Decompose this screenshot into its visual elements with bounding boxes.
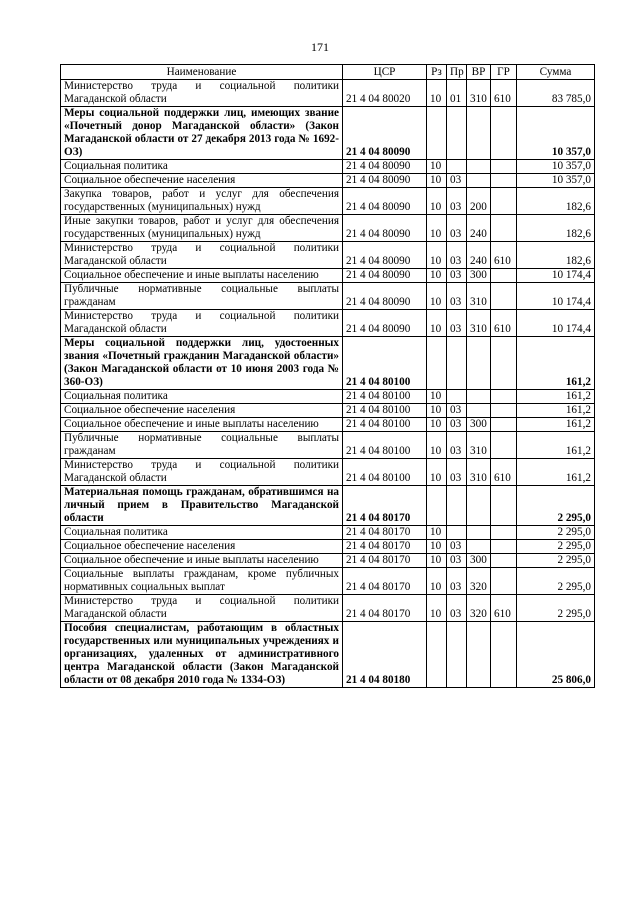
- table-row: [61, 568, 595, 595]
- cell-csr: 21 4 04 80170: [343, 595, 427, 622]
- table-row: [61, 310, 595, 337]
- cell-sum: 161,2: [517, 390, 595, 404]
- header-gr: ГР: [491, 65, 517, 80]
- cell-name: Социальное обеспечение населения: [61, 540, 343, 554]
- cell-csr: 21 4 04 80100: [343, 390, 427, 404]
- cell-gr: 610: [491, 80, 517, 107]
- cell-csr: 21 4 04 80090: [343, 160, 427, 174]
- cell-csr: 21 4 04 80170: [343, 526, 427, 540]
- table-row: [61, 459, 595, 486]
- cell-vr: 300: [467, 418, 491, 432]
- cell-pr: 03: [447, 554, 467, 568]
- page-number: 171: [311, 40, 329, 54]
- cell-gr: 610: [491, 459, 517, 486]
- cell-rz: 10: [427, 283, 447, 310]
- cell-pr: 03: [447, 242, 467, 269]
- cell-pr: [447, 526, 467, 540]
- cell-vr: [467, 526, 491, 540]
- cell-pr: [447, 337, 467, 390]
- cell-pr: 01: [447, 80, 467, 107]
- cell-vr: 320: [467, 568, 491, 595]
- cell-rz: 10: [427, 390, 447, 404]
- table-row: [61, 418, 595, 432]
- cell-gr: [491, 622, 517, 688]
- cell-gr: [491, 554, 517, 568]
- header-name: Наименование: [61, 65, 343, 80]
- cell-name: Социальное обеспечение и иные выплаты населению: [61, 269, 343, 283]
- cell-name: Министерство труда и социальной политики Магаданской области: [61, 595, 343, 622]
- cell-name: Министерство труда и социальной политики Магаданской области: [61, 459, 343, 486]
- cell-rz: 10: [427, 188, 447, 215]
- cell-pr: 03: [447, 215, 467, 242]
- cell-name: Министерство труда и социальной политики Магаданской области: [61, 242, 343, 269]
- cell-sum: 161,2: [517, 418, 595, 432]
- cell-csr: 21 4 04 80020: [343, 80, 427, 107]
- cell-pr: 03: [447, 283, 467, 310]
- cell-pr: 03: [447, 432, 467, 459]
- cell-name: Министерство труда и социальной политики Магаданской области: [61, 310, 343, 337]
- cell-pr: 03: [447, 188, 467, 215]
- cell-csr: 21 4 04 80180: [343, 622, 427, 688]
- cell-gr: [491, 526, 517, 540]
- cell-csr: 21 4 04 80170: [343, 554, 427, 568]
- cell-csr: 21 4 04 80090: [343, 283, 427, 310]
- cell-name: Социальное обеспечение и иные выплаты населению: [61, 418, 343, 432]
- cell-vr: 310: [467, 459, 491, 486]
- table-row: [61, 526, 595, 540]
- cell-sum: 2 295,0: [517, 554, 595, 568]
- table-row: [61, 160, 595, 174]
- cell-rz: 10: [427, 568, 447, 595]
- table-row: [61, 432, 595, 459]
- cell-name: Публичные нормативные социальные выплаты гражданам: [61, 283, 343, 310]
- cell-sum: 10 174,4: [517, 283, 595, 310]
- cell-rz: 10: [427, 526, 447, 540]
- cell-sum: 161,2: [517, 432, 595, 459]
- cell-gr: [491, 486, 517, 526]
- cell-gr: [491, 432, 517, 459]
- cell-name: Пособия специалистам, работающим в областных государственных или муниципальных учреждениях и организациях, удаленных от административного центра Магаданской области (Закон Магаданской области от 08 декабря 2010 года № 1334-ОЗ): [61, 622, 343, 688]
- table-row: [61, 540, 595, 554]
- cell-pr: 03: [447, 174, 467, 188]
- cell-csr: 21 4 04 80170: [343, 486, 427, 526]
- cell-vr: 310: [467, 310, 491, 337]
- cell-csr: 21 4 04 80100: [343, 337, 427, 390]
- cell-gr: [491, 390, 517, 404]
- table-row: [61, 390, 595, 404]
- cell-pr: 03: [447, 269, 467, 283]
- cell-name: Иные закупки товаров, работ и услуг для обеспечения государственных (муниципальных) нужд: [61, 215, 343, 242]
- header-rz: Рз: [427, 65, 447, 80]
- cell-pr: [447, 160, 467, 174]
- cell-rz: 10: [427, 160, 447, 174]
- table-row: [61, 554, 595, 568]
- cell-gr: 610: [491, 595, 517, 622]
- table-row: [61, 269, 595, 283]
- cell-gr: [491, 283, 517, 310]
- table-row: [61, 215, 595, 242]
- cell-rz: 10: [427, 404, 447, 418]
- cell-rz: 10: [427, 595, 447, 622]
- cell-name: Социальное обеспечение населения: [61, 174, 343, 188]
- header-pr: Пр: [447, 65, 467, 80]
- cell-vr: [467, 540, 491, 554]
- cell-sum: 161,2: [517, 337, 595, 390]
- header-sum: Сумма: [517, 65, 595, 80]
- cell-sum: 10 357,0: [517, 160, 595, 174]
- cell-sum: 2 295,0: [517, 526, 595, 540]
- cell-sum: 10 357,0: [517, 107, 595, 160]
- cell-vr: 310: [467, 80, 491, 107]
- cell-sum: 182,6: [517, 215, 595, 242]
- table-header-row: [61, 65, 595, 80]
- cell-rz: [427, 486, 447, 526]
- cell-gr: [491, 269, 517, 283]
- cell-vr: 240: [467, 215, 491, 242]
- cell-gr: [491, 160, 517, 174]
- cell-name: Публичные нормативные социальные выплаты гражданам: [61, 432, 343, 459]
- cell-name: Социальная политика: [61, 160, 343, 174]
- cell-gr: [491, 540, 517, 554]
- cell-sum: 182,6: [517, 188, 595, 215]
- table-row: [61, 486, 595, 526]
- cell-csr: 21 4 04 80090: [343, 188, 427, 215]
- cell-gr: [491, 188, 517, 215]
- cell-pr: 03: [447, 404, 467, 418]
- cell-csr: 21 4 04 80100: [343, 418, 427, 432]
- cell-sum: 161,2: [517, 404, 595, 418]
- table-row: [61, 404, 595, 418]
- cell-sum: 2 295,0: [517, 568, 595, 595]
- cell-vr: [467, 337, 491, 390]
- cell-csr: 21 4 04 80090: [343, 269, 427, 283]
- cell-vr: [467, 404, 491, 418]
- cell-vr: 310: [467, 283, 491, 310]
- cell-gr: 610: [491, 242, 517, 269]
- cell-vr: [467, 390, 491, 404]
- cell-csr: 21 4 04 80100: [343, 404, 427, 418]
- cell-rz: 10: [427, 174, 447, 188]
- cell-vr: [467, 107, 491, 160]
- cell-pr: 03: [447, 310, 467, 337]
- table-row: [61, 242, 595, 269]
- budget-table: [60, 64, 595, 688]
- cell-vr: 300: [467, 269, 491, 283]
- cell-vr: 320: [467, 595, 491, 622]
- cell-sum: 10 174,4: [517, 269, 595, 283]
- cell-pr: [447, 107, 467, 160]
- cell-rz: 10: [427, 310, 447, 337]
- cell-csr: 21 4 04 80090: [343, 310, 427, 337]
- cell-vr: 310: [467, 432, 491, 459]
- cell-pr: [447, 390, 467, 404]
- cell-gr: [491, 107, 517, 160]
- cell-vr: 200: [467, 188, 491, 215]
- table-row: [61, 622, 595, 688]
- cell-pr: [447, 622, 467, 688]
- cell-sum: 2 295,0: [517, 540, 595, 554]
- table-row: [61, 188, 595, 215]
- table-row: [61, 283, 595, 310]
- cell-sum: 161,2: [517, 459, 595, 486]
- table-row: [61, 337, 595, 390]
- cell-name: Социальная политика: [61, 390, 343, 404]
- cell-vr: 300: [467, 554, 491, 568]
- cell-sum: 2 295,0: [517, 486, 595, 526]
- cell-sum: 83 785,0: [517, 80, 595, 107]
- cell-sum: 25 806,0: [517, 622, 595, 688]
- header-vr: ВР: [467, 65, 491, 80]
- cell-csr: 21 4 04 80090: [343, 242, 427, 269]
- cell-csr: 21 4 04 80170: [343, 568, 427, 595]
- cell-name: Социальные выплаты гражданам, кроме публичных нормативных социальных выплат: [61, 568, 343, 595]
- cell-rz: 10: [427, 269, 447, 283]
- cell-name: Меры социальной поддержки лиц, удостоенных звания «Почетный гражданин Магаданской области» (Закон Магаданской области от 10 июня 2003 года № 360-ОЗ): [61, 337, 343, 390]
- table-row: [61, 174, 595, 188]
- cell-name: Социальное обеспечение и иные выплаты населению: [61, 554, 343, 568]
- table-row: [61, 595, 595, 622]
- cell-rz: 10: [427, 418, 447, 432]
- cell-csr: 21 4 04 80100: [343, 432, 427, 459]
- cell-gr: [491, 215, 517, 242]
- cell-pr: 03: [447, 459, 467, 486]
- cell-vr: [467, 622, 491, 688]
- cell-csr: 21 4 04 80090: [343, 215, 427, 242]
- cell-pr: [447, 486, 467, 526]
- cell-name: Министерство труда и социальной политики Магаданской области: [61, 80, 343, 107]
- cell-name: Социальное обеспечение населения: [61, 404, 343, 418]
- cell-csr: 21 4 04 80100: [343, 459, 427, 486]
- cell-rz: 10: [427, 459, 447, 486]
- cell-gr: [491, 174, 517, 188]
- cell-csr: 21 4 04 80090: [343, 107, 427, 160]
- cell-name: Материальная помощь гражданам, обратившимся на личный прием в Правительство Магаданской области: [61, 486, 343, 526]
- cell-pr: 03: [447, 540, 467, 554]
- cell-sum: 2 295,0: [517, 595, 595, 622]
- cell-gr: 610: [491, 310, 517, 337]
- cell-rz: 10: [427, 242, 447, 269]
- cell-gr: [491, 404, 517, 418]
- cell-vr: 240: [467, 242, 491, 269]
- cell-gr: [491, 337, 517, 390]
- cell-vr: [467, 486, 491, 526]
- cell-rz: 10: [427, 80, 447, 107]
- table-body: [61, 80, 595, 688]
- cell-name: Меры социальной поддержки лиц, имеющих звание «Почетный донор Магаданской области» (Закон Магаданской области от 27 декабря 2013 года № 1692-ОЗ): [61, 107, 343, 160]
- cell-gr: [491, 568, 517, 595]
- cell-sum: 10 174,4: [517, 310, 595, 337]
- cell-rz: 10: [427, 432, 447, 459]
- cell-pr: 03: [447, 595, 467, 622]
- table-row: [61, 80, 595, 107]
- cell-sum: 10 357,0: [517, 174, 595, 188]
- cell-rz: 10: [427, 540, 447, 554]
- cell-pr: 03: [447, 418, 467, 432]
- cell-rz: 10: [427, 215, 447, 242]
- cell-csr: 21 4 04 80170: [343, 540, 427, 554]
- table-row: [61, 107, 595, 160]
- cell-vr: [467, 160, 491, 174]
- cell-rz: [427, 337, 447, 390]
- cell-sum: 182,6: [517, 242, 595, 269]
- cell-csr: 21 4 04 80090: [343, 174, 427, 188]
- cell-rz: [427, 622, 447, 688]
- cell-vr: [467, 174, 491, 188]
- cell-name: Закупка товаров, работ и услуг для обеспечения государственных (муниципальных) нужд: [61, 188, 343, 215]
- cell-pr: 03: [447, 568, 467, 595]
- header-csr: ЦСР: [343, 65, 427, 80]
- cell-name: Социальная политика: [61, 526, 343, 540]
- cell-gr: [491, 418, 517, 432]
- cell-rz: [427, 107, 447, 160]
- cell-rz: 10: [427, 554, 447, 568]
